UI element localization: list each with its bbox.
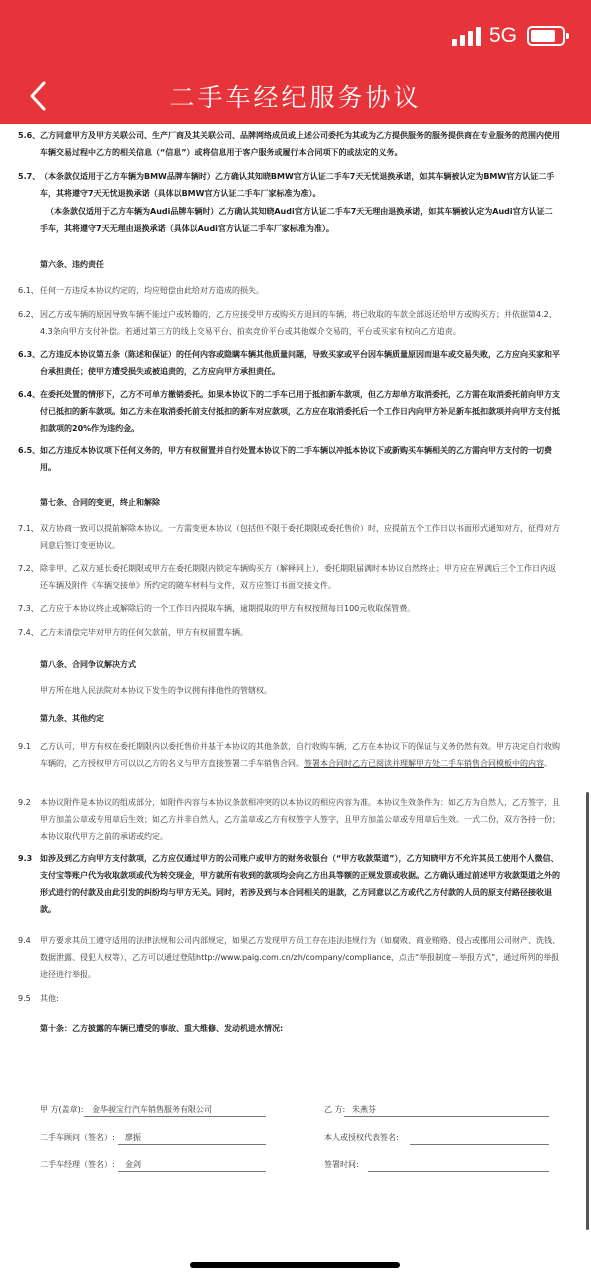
clause-9-4: 甲方要求其员工遵守适用的法律法规和公司内部规定，如果乙方发现甲方员工存在违法违规行为（如腐败、商业贿赂、侵占或挪用公司财产、洗钱、数据泄露、侵犯人权等），乙方可以通过登陆http://www.paig.com.cn/zh/company/compliance，点击“举报制度－举报方式”，通过所列的举报途径进行举报。 (40, 936, 560, 979)
manager-value: 金剑 (125, 1160, 141, 1169)
home-indicator[interactable] (190, 1262, 400, 1268)
clause-number: 7.1、 (18, 524, 39, 533)
clause-number: 7.2、 (18, 564, 39, 573)
clause-number: 6.1、 (18, 286, 39, 295)
clause-6-5: 如乙方违反本协议项下任何义务的，甲方有权留置并自行处置本协议下的二手车辆以冲抵本协议下或新购买车辆相关的乙方需向甲方支付的一切费用。 (40, 446, 552, 472)
clause-9-3: 如涉及到乙方向甲方支付款项，乙方应仅通过甲方的公司账户或甲方的财务收银台（“甲方收款渠道”），乙方知晓甲方不允许其员工使用个人微信、支付宝等账户代为收取款项或代为转交现金，甲方就所有收到的款项均会向乙方出具等额的正规发票或收据。乙方确认通过前述甲方收款渠道之外的形式进行的付款及由此引发的纠纷均与甲方无关。同时，若涉及到与本合同相关的退款，乙方同意以乙方或代乙方付款的人员的原支付路径接收退款。 (40, 854, 560, 914)
clause-5-6: 乙方同意甲方及甲方关联公司、生产厂商及其关联公司、品牌网络成员或上述公司委托为其或为乙方提供服务的服务提供商在专业服务的范围内使用车辆交易过程中乙方的相关信息（“信息”）或将信息用于客户服务或履行本合同项下的或法定的义务。 (40, 131, 560, 157)
signature-line (118, 1171, 266, 1172)
signature-line (84, 1116, 266, 1117)
advisor-label: 二手车顾问（签名）: (40, 1133, 115, 1142)
clause-number: 9.2 (18, 798, 31, 807)
clause-8-text: 甲方所在地人民法院对本协议下发生的争议拥有排他性的管辖权。 (40, 686, 272, 695)
representative-label: 本人或授权代表签名: (324, 1133, 399, 1142)
signal-icon (452, 26, 481, 46)
battery-icon (527, 26, 565, 46)
clause-number: 6.4、 (18, 390, 41, 399)
advisor-value: 廖振 (125, 1133, 141, 1142)
clause-number: 9.4 (18, 936, 31, 945)
signature-line (118, 1144, 266, 1145)
top-bar (0, 0, 591, 124)
clause-7-1: 双方协商一致可以提前解除本协议。一方需变更本协议（包括但不限于委托期限或委托售价）时，应提前五个工作日以书面形式通知对方，征得对方同意后签订变更协议。 (40, 524, 560, 550)
clause-number: 9.1 (18, 742, 31, 751)
party-a-value: 金华骏宝行汽车销售服务有限公司 (92, 1105, 212, 1114)
status-bar (452, 22, 565, 50)
party-b-value: 朱燕芬 (352, 1105, 376, 1114)
signature-line (344, 1116, 549, 1117)
section-heading-7: 第七条、合同的变更，终止和解除 (40, 498, 160, 507)
party-a-label: 甲 方(盖章): (40, 1105, 84, 1114)
clause-9-2: 本协议附件是本协议的组成部分，如附件内容与本协议条款相冲突的以本协议的相应内容为准。本协议生效条件为：如乙方为自然人，乙方签字，且甲方加盖公章或专用章后生效；如乙方并非自然人，乙方盖章或乙方有权签字人签字，且甲方加盖公章或专用章后生效。一式二份，双方各持一份；本协议取代甲方之前的承诺或约定。 (40, 798, 560, 841)
clause-number: 6.5、 (18, 446, 41, 455)
clause-number: 5.7、 (18, 172, 41, 181)
clause-number: 9.3 (18, 854, 33, 863)
clause-7-2: 除非甲、乙双方延长委托期限或甲方在委托期限内锁定车辆购买方（解释同上），委托期限届满时本协议自然终止；甲方应在界满后三个工作日内返还车辆及附件《车辆交接单》所约定的随车材料与文件，双方应签订书面交接文件。 (40, 564, 556, 590)
page-title: 二手车经纪服务协议 (169, 83, 422, 112)
clause-number: 6.2、 (18, 310, 39, 319)
section-heading-6: 第六条、违约责任 (40, 260, 104, 269)
clause-6-4: 在委托处置的情形下，乙方不可单方撤销委托。如果本协议下的二手车已用于抵扣新车款项，但乙方却单方取消委托，乙方需在取消委托前向甲方支付已抵扣的新车款项。如乙方未在取消委托前支付抵扣的新车对应款项，乙方应在取消委托后一个工作日内向甲方补足新车抵扣款项并向甲方支付抵扣款项的20%作为违约金。 (40, 390, 560, 433)
clause-6-2: 因乙方或车辆的原因导致车辆不能过户或转籍的，乙方应接受甲方或购买方退回的车辆，将已收取的车款全部返还给甲方或购买方；并依据第4.2、4.3条向甲方支付补偿。若通过第三方的线上交易平台、拍卖竞价平台或其他媒介交易的，平台或买家有权向乙方追责。 (40, 310, 557, 336)
clause-9-1-text: 乙方认可，甲方有权在委托期限内以委托售价并基于本协议的其他条款，自行收购车辆，乙方在本协议下的保证与义务仍然有效。甲方决定自行收购车辆的，乙方授权甲方可以以乙方的名义与甲方直接签署二手车销售合同。 (40, 742, 560, 768)
signature-line (410, 1144, 549, 1145)
clause-7-3: 乙方应于本协议终止或解除后的一个工作日内提取车辆，逾期提取的甲方有权按照每日100元收取保管费。 (40, 604, 416, 613)
clause-number: 9.5 (18, 994, 31, 1003)
section-heading-10: 第十条：乙方披露的车辆已遭受的事故、重大维修、发动机进水情况: (40, 1024, 284, 1033)
network-type: 5G (488, 24, 517, 47)
clause-number: 7.4、 (18, 628, 39, 637)
clause-number: 7.3、 (18, 604, 39, 613)
clause-number: 5.6、 (18, 131, 41, 140)
section-heading-9: 第九条、其他约定 (40, 714, 104, 723)
clause-6-3: 乙方违反本协议第五条（陈述和保证）的任何内容或隐瞒车辆其他质量问题，导致买家或平台因车辆质量原因而退车或交易失败，乙方应向买家和平台承担责任；使甲方遭受损失或被追责的，乙方应向甲方承担责任。 (40, 350, 560, 376)
section-heading-8: 第八条、合同争议解决方式 (40, 660, 136, 669)
manager-label: 二手车经理（签名）: (40, 1160, 115, 1169)
scrollbar[interactable] (586, 792, 589, 1230)
clause-9-1 (40, 738, 560, 772)
party-b-label: 乙 方: (324, 1105, 346, 1114)
signature-line (368, 1171, 549, 1172)
clause-number: 6.3、 (18, 350, 41, 359)
agreement-document[interactable] (0, 124, 591, 1280)
clause-5-7-audi: （本条款仅适用于乙方车辆为Audi品牌车辆时）乙方确认其知晓Audi官方认证二手车7天无理由退换承诺，如其车辆被认定为Audi官方认证二手车，其将遵守7天无理由退换承诺（具体以Audi官方认证二手车厂家标准为准）。 (40, 207, 553, 233)
clause-5-7-bmw: （本条款仅适用于乙方车辆为BMW品牌车辆时）乙方确认其知晓BMW官方认证二手车7天无忧退换承诺，如其车辆被认定为BMW官方认证二手车，其将遵守7天无忧退换承诺（具体以BMW官方认证二手车厂家标准为准）。 (40, 172, 555, 198)
clause-9-1-end: 。 (544, 759, 552, 768)
clause-9-5: 其他: (40, 994, 59, 1003)
clause-9-1-underlined: 签署本合同时乙方已阅读并理解甲方处二手车销售合同模板中的内容 (304, 759, 544, 768)
clause-6-1: 任何一方违反本协议约定的，均应赔偿由此给对方造成的损失。 (40, 286, 264, 295)
clause-7-4: 乙方未清偿完毕对甲方的任何欠款前，甲方有权留置车辆。 (40, 628, 248, 637)
sign-date-label: 签署时间: (324, 1160, 359, 1169)
